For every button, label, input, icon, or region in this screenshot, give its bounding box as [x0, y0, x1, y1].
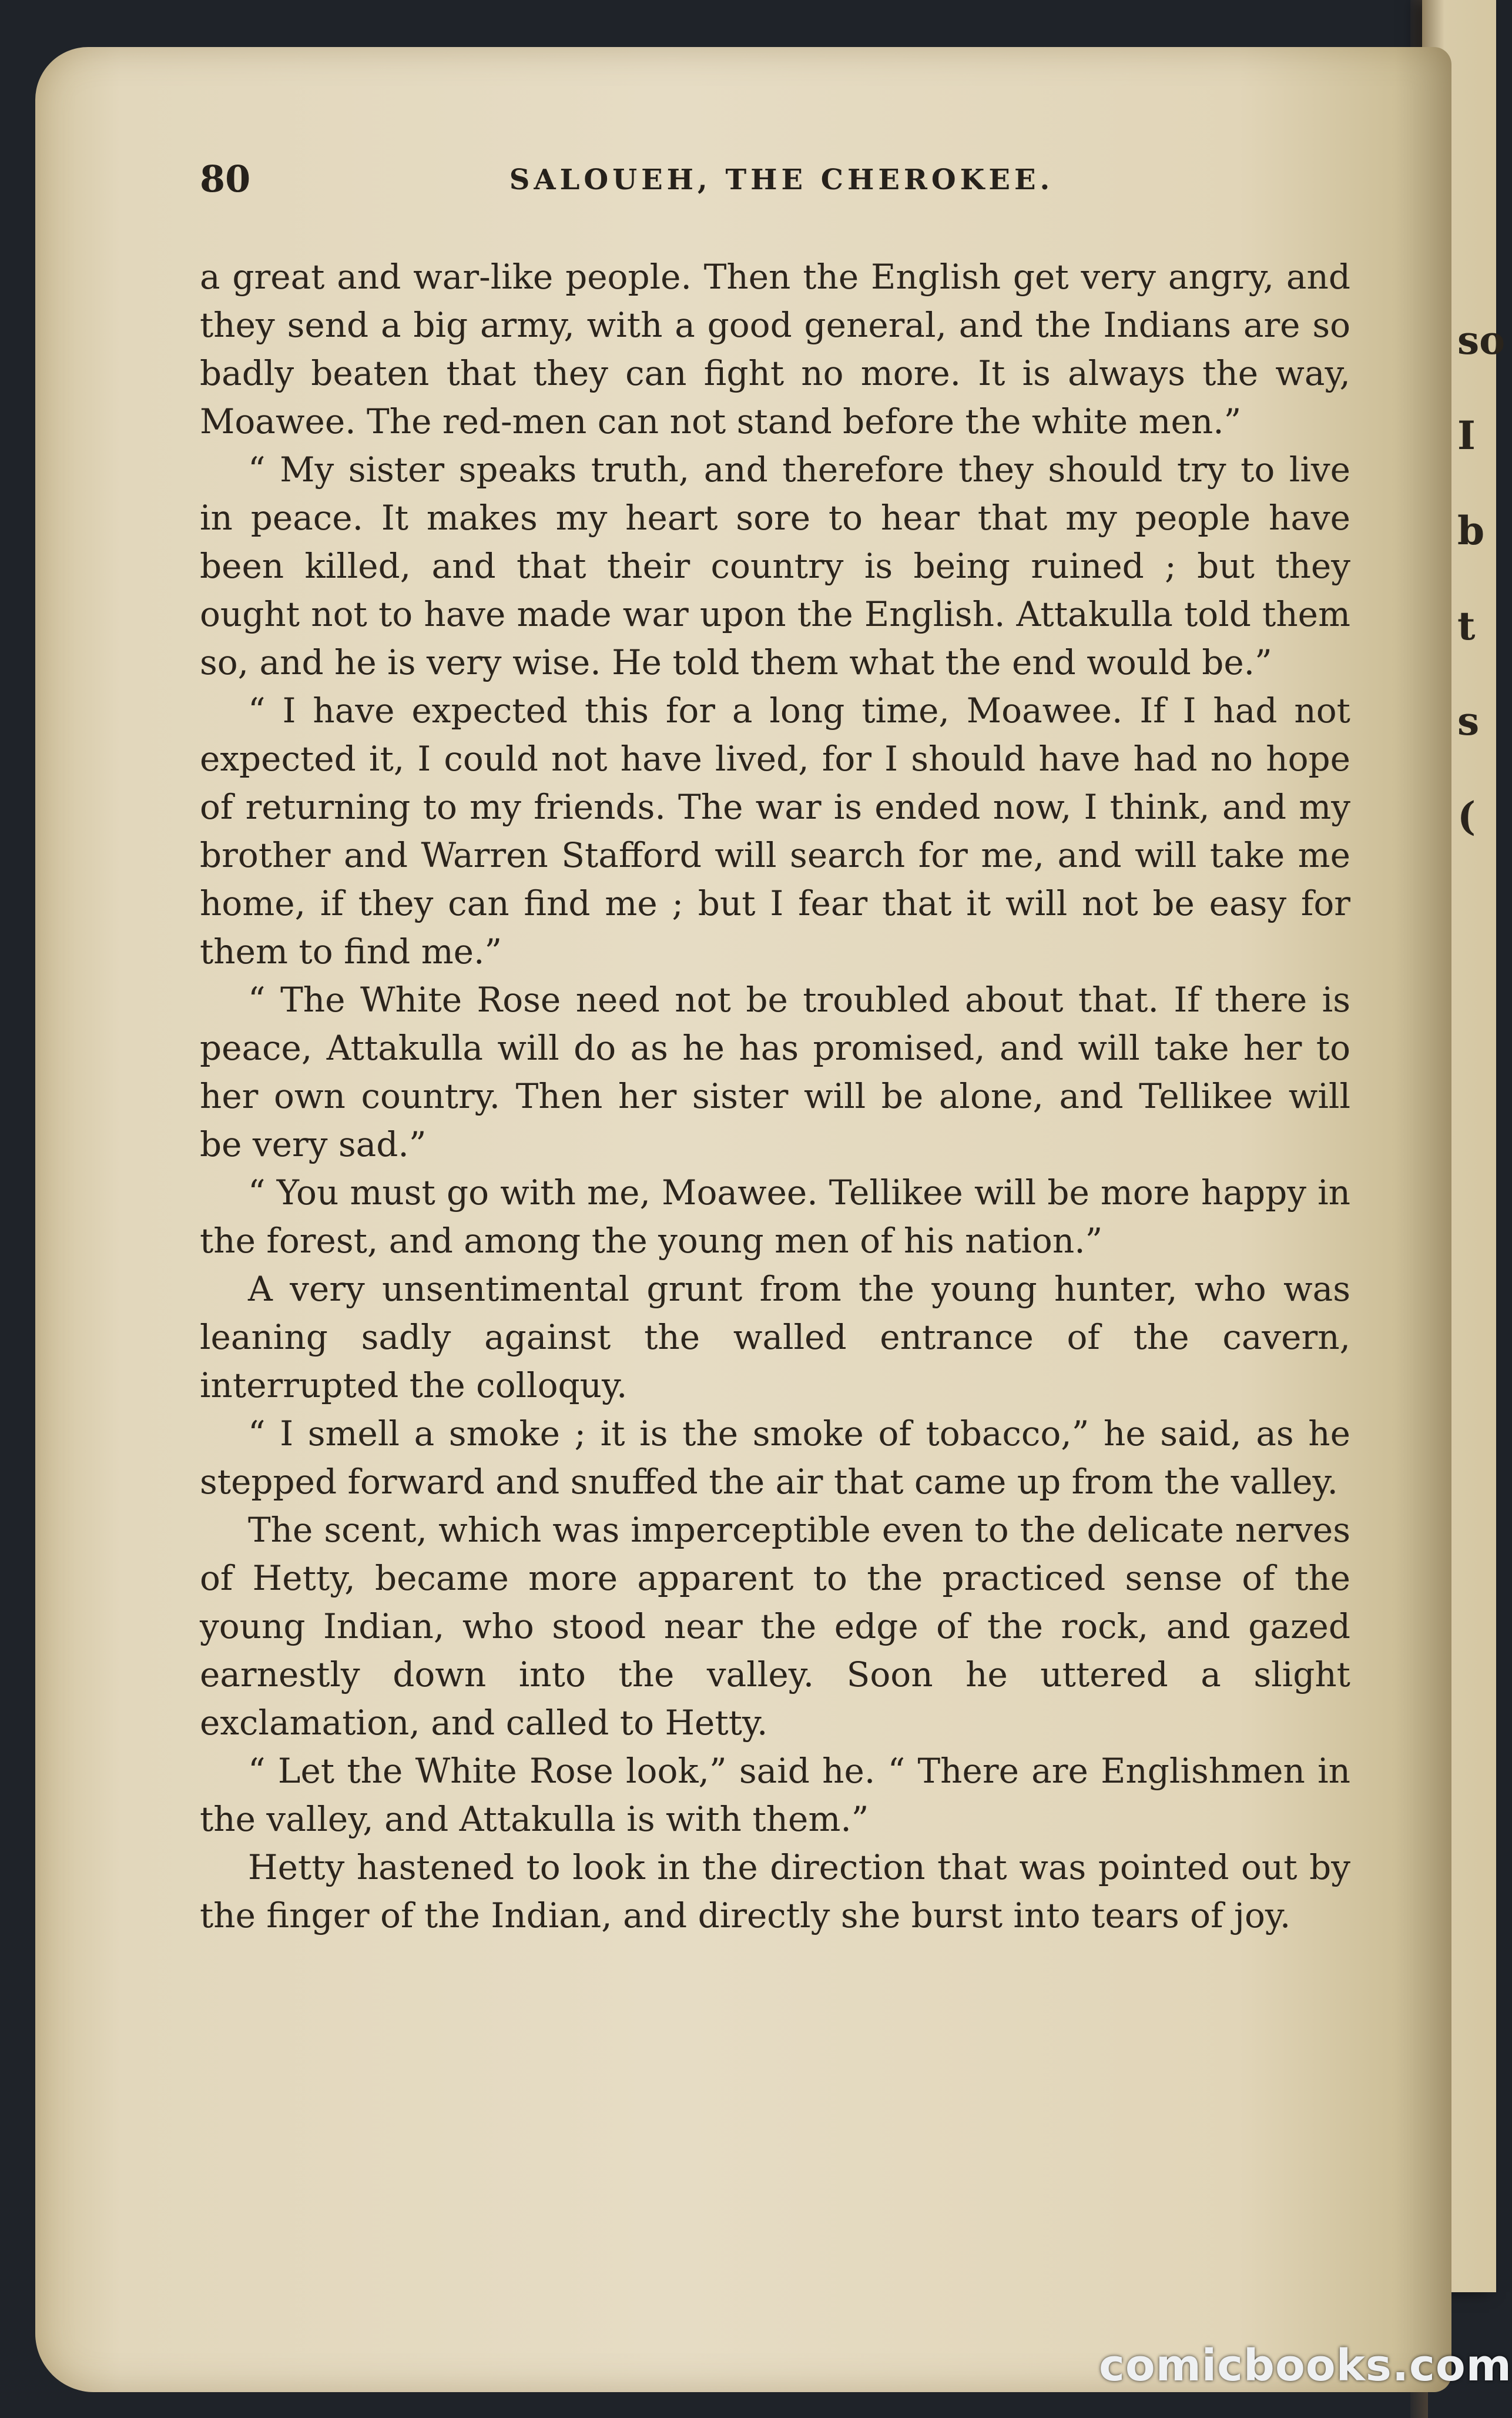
paragraph: A very unsentimental grunt from the young hunter, who was leaning sadly against the walled entrance of the cavern, interrupted the colloquy. [200, 1269, 1350, 1405]
facing-letter: t [1457, 603, 1476, 649]
facing-page-letters [1457, 317, 1505, 889]
paragraph: “ I have expected this for a long time, Moawee. If I had not expected it, I could not have lived, for I should have had no hope of returning to my friends. The war is ended now, I think, and my brother and Warren Stafford will search for me, and will take me home, if they can find me ; but I fear that it will not be easy for them to find me.” [200, 691, 1350, 972]
paragraph: “ The White Rose need not be troubled about that. If there is peace, Attakulla will do as he has promised, and will take her to her own country. Then her sister will be alone, and Tellikee will be very sad.” [200, 980, 1350, 1164]
paragraph: a great and war-like people. Then the English get very angry, and they send a big army, with a good general, and the Indians are so badly beaten that they can fight no more. It is always the way, Moawee. The red-men can not stand before the white men.” [200, 257, 1350, 441]
facing-letter: ( [1457, 793, 1476, 839]
facing-letter: s [1457, 698, 1480, 744]
page-header [200, 158, 1363, 210]
facing-letter: so [1457, 317, 1506, 363]
running-title: SALOUEH, THE CHEROKEE. [509, 163, 1054, 196]
paragraph: “ I smell a smoke ; it is the smoke of tobacco,” he said, as he stepped forward and snuffed the air that came up from the valley. [200, 1414, 1350, 1502]
paragraph: “ My sister speaks truth, and therefore they should try to live in peace. It makes my heart sore to hear that my people have been killed, and that their country is being ruined ; but they ought not to have made war upon the English. Attakulla told them so, and he is very wise. He told them what the end would be.” [200, 450, 1350, 682]
paragraph: Hetty hastened to look in the direction that was pointed out by the finger of the Indian, and directly she burst into tears of joy. [200, 1847, 1350, 1935]
paragraph: “ You must go with me, Moawee. Tellikee will be more happy in the forest, and among the young men of his nation.” [200, 1173, 1350, 1261]
paragraph: “ Let the White Rose look,” said he. “ There are Englishmen in the valley, and Attakulla is with them.” [200, 1751, 1350, 1839]
facing-letter: I [1457, 413, 1476, 458]
body-text [200, 253, 1350, 2192]
paragraph: The scent, which was imperceptible even to the delicate nerves of Hetty, became more apparent to the practiced sense of the young Indian, who stood near the edge of the rock, and gazed earnestly down into the valley. Soon he uttered a slight exclamation, and called to Hetty. [200, 1510, 1350, 1743]
page-number: 80 [200, 158, 251, 200]
watermark: comicbooks.com [1099, 2340, 1512, 2391]
facing-letter: b [1457, 508, 1485, 554]
